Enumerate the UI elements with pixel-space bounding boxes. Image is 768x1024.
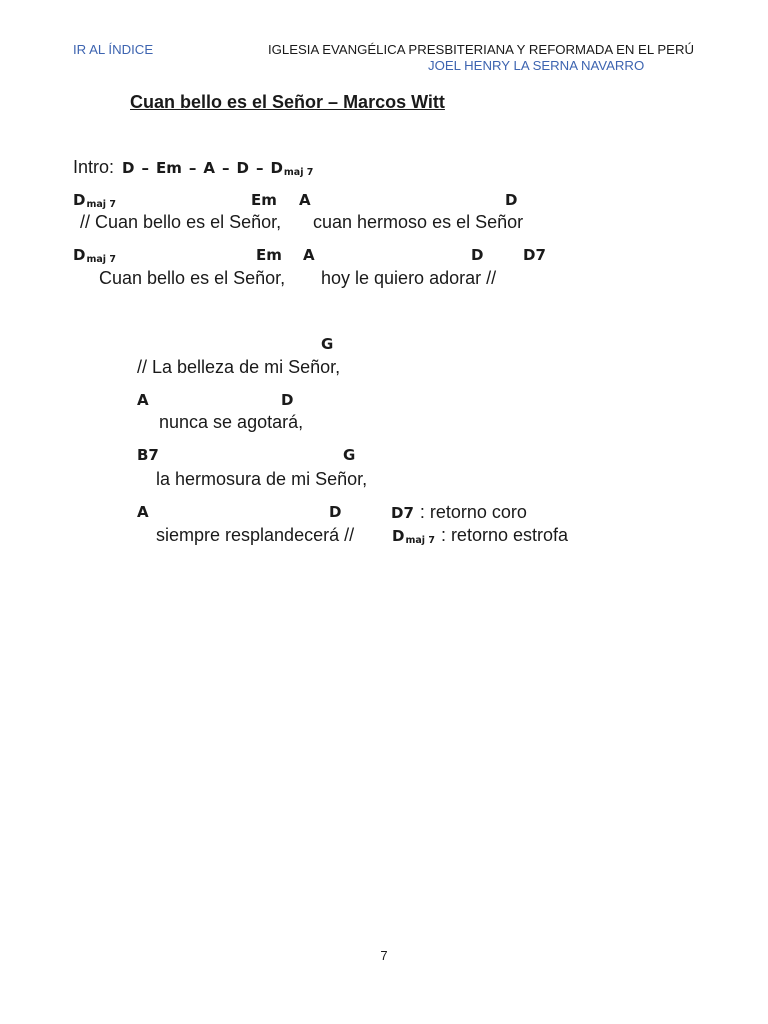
chord-quality: maj 7 [86, 254, 116, 265]
lyric-segment: nunca se agotará, [159, 412, 304, 432]
author-name: JOEL HENRY LA SERNA NAVARRO [428, 58, 645, 73]
lyric-segment: Cuan bello es el Señor, [99, 268, 286, 288]
lyric-line [0, 524, 768, 546]
chord: D7 [391, 504, 414, 522]
chord-root: D [73, 191, 86, 209]
chord: Em [251, 191, 277, 209]
lyric-line [0, 468, 768, 490]
lyric-line [0, 411, 768, 433]
chord-line [0, 189, 768, 211]
chord-root: D [236, 159, 249, 177]
repeat-note: : retorno estrofa [440, 525, 569, 545]
chord-line [0, 501, 768, 523]
chord-line [0, 389, 768, 411]
chord-quality: maj 7 [86, 199, 116, 210]
chord [392, 527, 435, 545]
lyric-segment: la hermosura de mi Señor, [156, 469, 368, 489]
chord-root: Em [155, 159, 182, 177]
chord: D [471, 246, 484, 264]
lyric-segment: // Cuan bello es el Señor, [80, 212, 282, 232]
chord-root: A [203, 159, 215, 177]
chord: B7 [137, 446, 159, 464]
chord: A [299, 191, 311, 209]
chord-root: D [73, 246, 86, 264]
chord: D7 [523, 246, 546, 264]
song-title: Cuan bello es el Señor – Marcos Witt [130, 92, 445, 112]
lyric-line [0, 267, 768, 289]
chord: G [343, 446, 356, 464]
chord-root: D [392, 527, 405, 545]
chord [203, 159, 215, 177]
lyric-segment: siempre resplandecerá // [156, 525, 355, 545]
chord-line [0, 333, 768, 355]
chord-line [0, 444, 768, 466]
chord [156, 159, 182, 177]
lyric-line [0, 356, 768, 378]
chord-separator: – [188, 159, 197, 177]
chord: Em [256, 246, 282, 264]
chord [122, 159, 134, 177]
chord: D [281, 391, 294, 409]
lyric-segment: // La belleza de mi Señor, [137, 357, 341, 377]
chord-with-note [391, 501, 527, 524]
chord: D [505, 191, 518, 209]
chord: A [137, 503, 149, 521]
chord: D [329, 503, 342, 521]
lyric-line [0, 211, 768, 233]
page-number: 7 [380, 948, 388, 963]
chord [73, 244, 116, 266]
chord: A [303, 246, 315, 264]
chord-separator: – [221, 159, 230, 177]
chord-quality: maj 7 [405, 535, 435, 546]
chord [73, 189, 116, 211]
lyric-segment: cuan hermoso es el Señor [313, 212, 524, 232]
chord [236, 159, 248, 177]
intro-line [0, 156, 768, 178]
chord [270, 159, 313, 177]
chord-separator: – [141, 159, 149, 177]
chord-root: D [122, 159, 135, 177]
index-link[interactable]: IR AL ÍNDICE [73, 42, 154, 57]
chord-with-note [392, 524, 568, 547]
chord-quality: maj 7 [283, 167, 314, 178]
intro-group [73, 156, 313, 179]
church-name: IGLESIA EVANGÉLICA PRESBITERIANA Y REFORMADA EN EL PERÚ [267, 42, 694, 57]
chord-line [0, 244, 768, 266]
chord-root: D [270, 159, 283, 177]
chord: A [137, 391, 149, 409]
repeat-note: : retorno coro [419, 502, 527, 522]
chord: G [321, 335, 334, 353]
chord-separator: – [255, 159, 264, 177]
intro-label: Intro: [73, 157, 115, 177]
lyric-segment: hoy le quiero adorar // [321, 268, 497, 288]
